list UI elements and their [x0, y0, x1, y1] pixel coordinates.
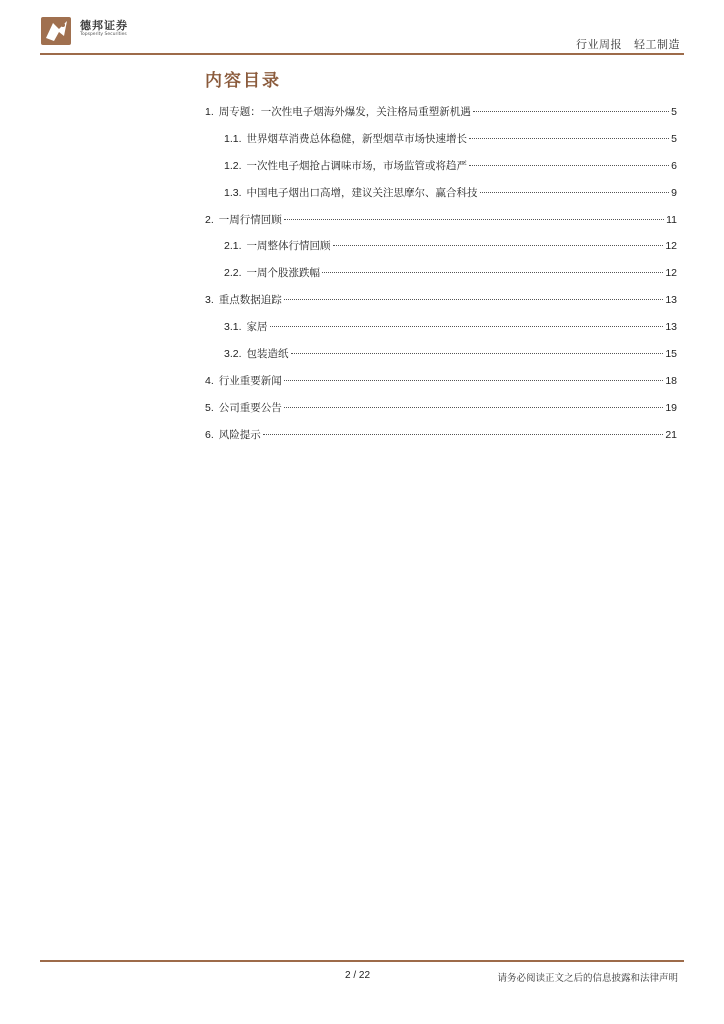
toc-entry-number: 6.	[205, 428, 214, 441]
report-category	[576, 36, 680, 52]
logo-emblem-icon	[40, 14, 74, 48]
toc-dot-leader	[263, 434, 664, 435]
toc-dot-leader	[284, 299, 664, 300]
toc-entry-title: 一周行情回顾	[218, 213, 282, 226]
toc-entry-number: 5.	[205, 401, 214, 414]
report-type: 行业周报	[576, 38, 622, 51]
toc-entry[interactable]	[205, 346, 677, 373]
toc-entry-page: 12	[665, 267, 677, 280]
toc-dot-leader	[473, 111, 669, 112]
toc-entry-page: 13	[665, 321, 677, 334]
toc-entry-title: 包装造纸	[246, 348, 289, 361]
toc-entry-title: 重点数据追踪	[218, 294, 282, 307]
toc-entry-title: 家居	[246, 321, 268, 334]
toc-entry-page: 11	[666, 213, 677, 226]
toc-dot-leader	[322, 272, 663, 273]
footer-divider	[40, 960, 684, 962]
toc-entry-title: 一周个股涨跌幅	[246, 267, 321, 280]
toc-title: 内容目录	[205, 71, 281, 91]
toc-entry-title: 一周整体行情回顾	[246, 240, 331, 253]
toc-entry-number: 3.	[205, 294, 214, 307]
toc-entry-number: 1.	[205, 106, 214, 118]
company-logo	[40, 14, 140, 48]
sector-name: 轻工制造	[634, 38, 680, 51]
toc-entry[interactable]	[205, 400, 677, 427]
toc-entry-number: 2.2.	[224, 267, 242, 280]
toc-dot-leader	[284, 380, 664, 381]
toc-entry-number: 1.1.	[224, 132, 242, 145]
brand-subtitle: Topsperity Securities	[80, 32, 127, 37]
toc-entry[interactable]	[205, 373, 677, 400]
toc-entry-number: 2.	[205, 213, 214, 226]
toc-entry-page: 6	[671, 159, 677, 172]
toc-entry-number: 1.2.	[224, 159, 242, 172]
toc-entry[interactable]	[205, 185, 677, 212]
toc-dot-leader	[480, 192, 670, 193]
toc-entry-page: 18	[665, 374, 677, 387]
toc-entry-title: 风险提示	[218, 428, 261, 441]
toc-entry-page: 5	[671, 106, 677, 118]
toc-entry[interactable]	[205, 265, 677, 292]
toc-entry-title: 周专题：一次性电子烟海外爆发，关注格局重塑新机遇	[218, 106, 471, 118]
toc-entry-page: 21	[665, 428, 677, 441]
toc-entry-page: 13	[665, 294, 677, 307]
toc-entry[interactable]	[205, 104, 677, 131]
toc-entry-number: 3.2.	[224, 348, 242, 361]
table-of-contents	[205, 104, 677, 454]
toc-dot-leader	[333, 245, 664, 246]
toc-entry-page: 9	[671, 186, 677, 199]
toc-entry-page: 12	[665, 240, 677, 253]
header-divider	[40, 53, 684, 55]
page-number: 2 / 22	[345, 970, 371, 981]
toc-dot-leader	[284, 407, 664, 408]
toc-entry[interactable]	[205, 158, 677, 185]
toc-entry-title: 行业重要新闻	[218, 374, 282, 387]
toc-dot-leader	[291, 353, 664, 354]
toc-entry-page: 15	[665, 348, 677, 361]
toc-entry[interactable]	[205, 131, 677, 158]
toc-entry[interactable]	[205, 319, 677, 346]
toc-entry-number: 3.1.	[224, 321, 242, 334]
toc-entry-number: 1.3.	[224, 186, 242, 199]
toc-entry-title: 中国电子烟出口高增，建议关注思摩尔、赢合科技	[246, 186, 478, 199]
toc-entry[interactable]	[205, 238, 677, 265]
toc-entry-page: 19	[665, 401, 677, 414]
toc-entry[interactable]	[205, 212, 677, 239]
toc-entry-number: 4.	[205, 374, 214, 387]
toc-entry-title: 世界烟草消费总体稳健，新型烟草市场快速增长	[246, 132, 468, 145]
toc-dot-leader	[469, 138, 669, 139]
toc-dot-leader	[284, 219, 664, 220]
legal-disclaimer: 请务必阅读正文之后的信息披露和法律声明	[497, 973, 678, 984]
toc-dot-leader	[270, 326, 664, 327]
toc-entry-title: 一次性电子烟抢占调味市场，市场监管或将趋严	[246, 159, 468, 172]
brand-name: 德邦证券	[80, 19, 128, 32]
toc-entry[interactable]	[205, 427, 677, 454]
toc-entry[interactable]	[205, 292, 677, 319]
toc-entry-title: 公司重要公告	[218, 401, 282, 414]
toc-entry-number: 2.1.	[224, 240, 242, 253]
toc-entry-page: 5	[671, 132, 677, 145]
toc-dot-leader	[469, 165, 669, 166]
